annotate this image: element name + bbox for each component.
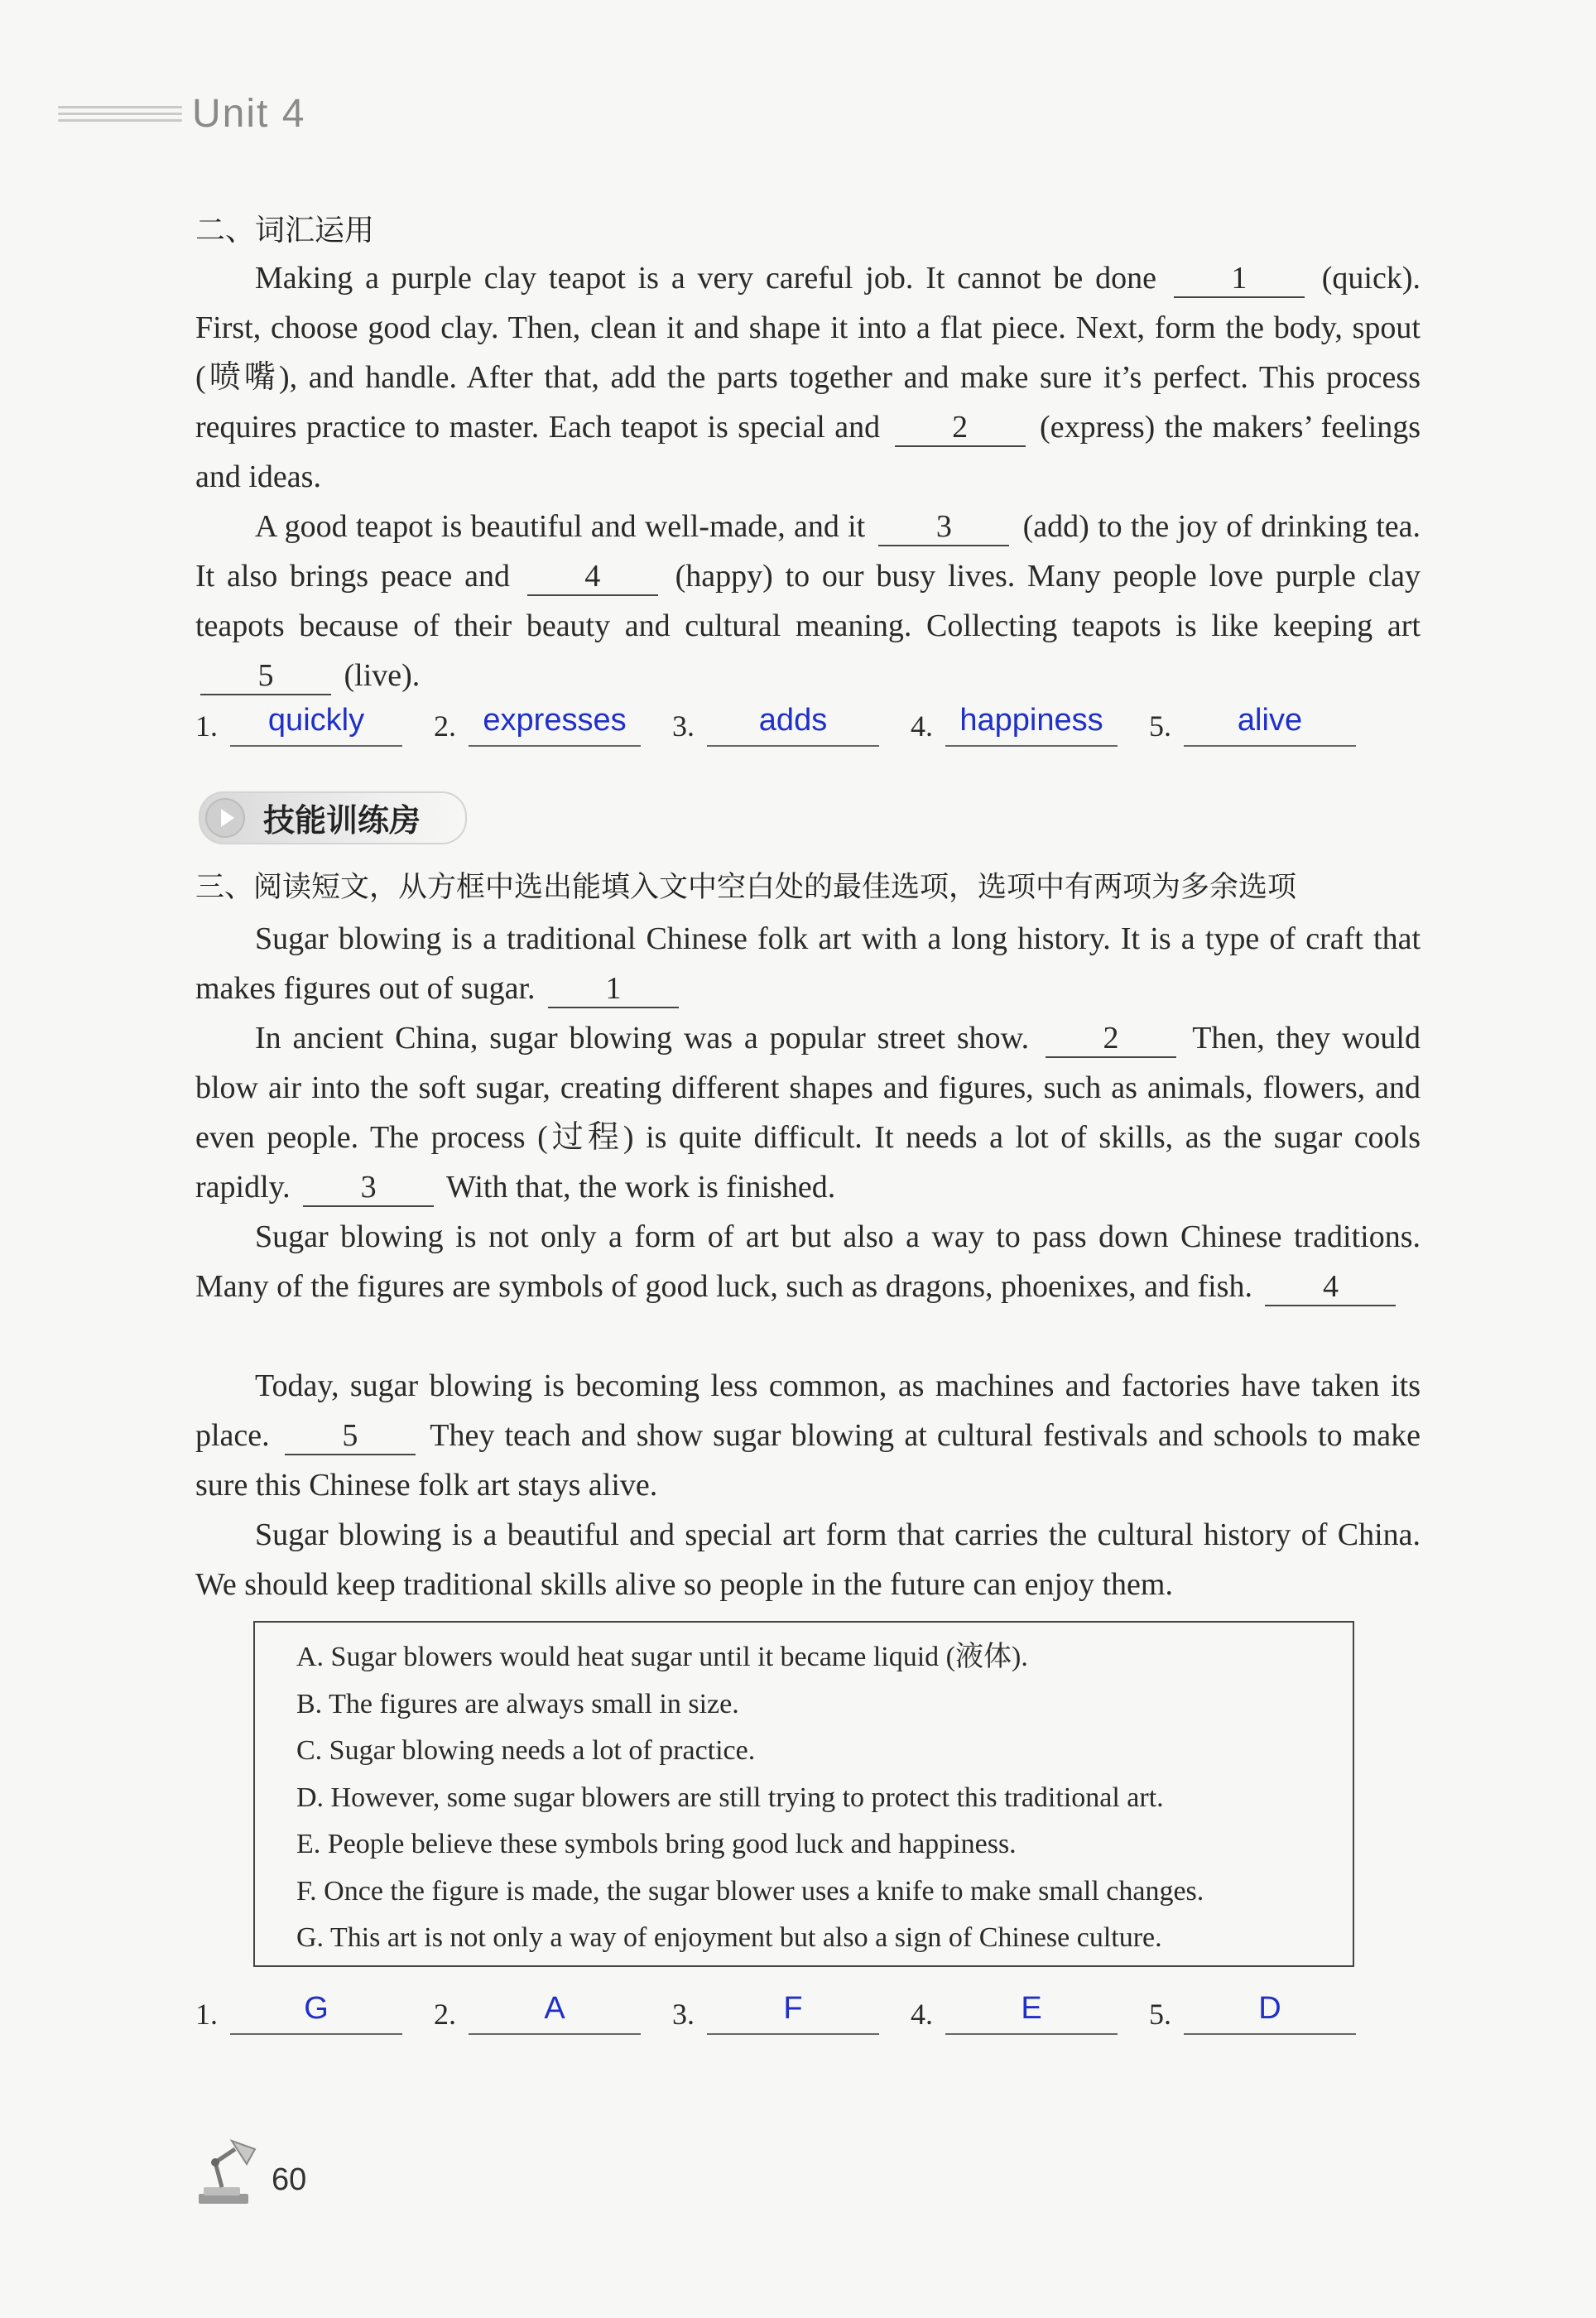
section3-paragraph-5: Sugar blowing is a beautiful and special art form that carries the cultural history of China. We should keep traditional skills alive so people in the future can enjoy them.	[195, 1517, 1421, 1602]
unit-title: Unit 4	[192, 92, 306, 136]
option-b: B. The figures are always small in size.	[296, 1688, 739, 1719]
play-icon	[205, 798, 245, 838]
section2-heading: 二、词汇运用	[195, 214, 375, 248]
section2-answer-row: 1. quickly 2. expresses 3. adds 4. happiness 5. alive	[195, 697, 1371, 747]
blank-1: 1	[548, 972, 679, 1008]
option-e: E. People believe these symbols bring good luck and happiness.	[296, 1829, 1017, 1859]
section3-paragraph-4: Today, sugar blowing is becoming less common, as machines and factories have taken its place. 5 They teach and show sugar blowing at cultural festivals and schools to make sure this Chinese folk art stays alive.	[195, 1368, 1421, 1503]
section3-paragraph-2: In ancient China, sugar blowing was a popular street show. 2 Then, they would blow air into the soft sugar, creating different shapes and figures, such as animals, flowers, and even people. The process (过程) is quite difficult. It needs a lot of skills, as the sugar cools rapidly. 3 With that, the work is finished.	[195, 1013, 1421, 1212]
blank-5: 5	[200, 659, 331, 695]
answer-field[interactable]: expresses	[469, 697, 641, 747]
answer-field[interactable]: adds	[707, 697, 879, 747]
option-a: A. Sugar blowers would heat sugar until it became liquid (液体).	[296, 1642, 1028, 1672]
blank-2: 2	[895, 411, 1026, 447]
blank-1: 1	[1174, 262, 1305, 298]
answer-field[interactable]: A	[469, 1985, 641, 2035]
section3-answer-row: 1. G 2. A 3. F 4. E 5. D	[195, 1985, 1371, 2035]
section2-paragraph-2: A good teapot is beautiful and well-made, and it 3 (add) to the joy of drinking tea. It also brings peace and 4 (happy) to our busy lives. Many people love purple clay teapots because of their beauty and cultural meaning. Collecting teapots is like keeping art 5 (live).	[195, 502, 1421, 700]
blank-3: 3	[303, 1171, 434, 1207]
blank-4: 4	[527, 560, 658, 596]
section3-paragraph-1: Sugar blowing is a traditional Chinese folk art with a long history. It is a type of craft that makes figures out of sugar. 1	[195, 914, 1421, 1013]
option-c: C. Sugar blowing needs a lot of practice.	[296, 1735, 756, 1766]
page-number: 60	[272, 2162, 307, 2197]
unit-header-decoration	[58, 106, 182, 136]
skill-banner	[199, 786, 472, 849]
blank-2: 2	[1046, 1022, 1176, 1058]
blank-4: 4	[1265, 1270, 1396, 1306]
options-box	[253, 1621, 1354, 1967]
answer-field[interactable]: F	[707, 1985, 879, 2035]
desk-lamp-icon	[195, 2136, 260, 2207]
answer-field[interactable]: G	[230, 1985, 402, 2035]
answer-field[interactable]: happiness	[945, 697, 1118, 747]
answer-field[interactable]: alive	[1184, 697, 1356, 747]
blank-5: 5	[285, 1419, 416, 1455]
section2-paragraph-1: Making a purple clay teapot is a very careful job. It cannot be done 1 (quick). First, choose good clay. Then, clean it and shape it into a flat piece. Next, form the body, spout (喷嘴), and handle. After that, add the parts together and make sure it’s perfect. This process requires practice to master. Each teapot is special and 2 (express) the makers’ feelings and ideas.	[195, 261, 1421, 494]
answer-field[interactable]: D	[1184, 1985, 1356, 2035]
option-f: F. Once the figure is made, the sugar blower uses a knife to make small changes.	[296, 1875, 1204, 1907]
section3-paragraph-3: Sugar blowing is not only a form of art but also a way to pass down Chinese traditions. Many of the figures are symbols of good luck, such as dragons, phoenixes, and fish. 4	[195, 1212, 1421, 1311]
blank-3: 3	[878, 510, 1009, 546]
answer-field[interactable]: E	[945, 1985, 1118, 2035]
option-g: G. This art is not only a way of enjoyment but also a sign of Chinese culture.	[296, 1922, 1162, 1953]
section3-heading: 三、阅读短文，从方框中选出能填入文中空白处的最佳选项，选项中有两项为多余选项	[195, 871, 1297, 904]
option-d: D. However, some sugar blowers are still trying to protect this traditional art.	[296, 1782, 1164, 1813]
skill-banner-label: 技能训练房	[263, 802, 421, 839]
answer-field[interactable]: quickly	[230, 697, 402, 747]
